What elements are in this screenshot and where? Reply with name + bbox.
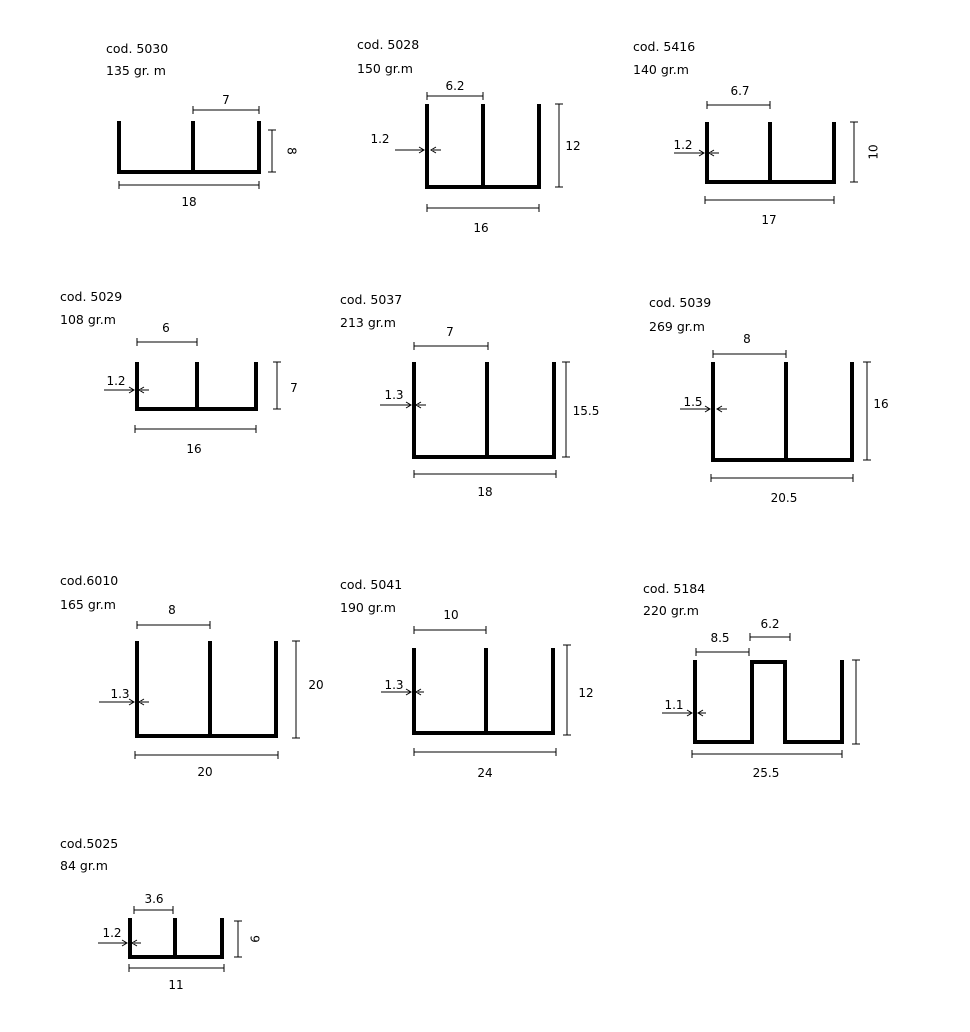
profile-weight: 84 gr.m — [60, 858, 108, 873]
dim-width-line — [692, 750, 842, 758]
dim-height: 20 — [308, 678, 324, 692]
dim-width: 20.5 — [770, 491, 798, 505]
dim-width-line — [705, 196, 834, 204]
dim-height-line — [562, 362, 570, 457]
profile-shape — [713, 362, 852, 460]
dim-spacing: 7 — [446, 325, 454, 339]
dim-height: 12 — [578, 686, 594, 700]
dim-spacing: 8 — [168, 603, 176, 617]
dim-spacing-line — [427, 92, 483, 100]
profile-code: cod. 5030 — [106, 41, 169, 56]
profile-weight: 108 gr.m — [60, 312, 116, 327]
dim-width-line — [414, 748, 556, 756]
dim-spacing: 3.6 — [144, 892, 164, 906]
profile-code: cod. 5028 — [357, 37, 420, 52]
profile-5041 — [340, 577, 594, 780]
dim-spacing: 6 — [162, 321, 170, 335]
dim-width: 18 — [477, 485, 493, 499]
dim-width: 24 — [477, 766, 493, 780]
dim-width-line — [119, 181, 259, 189]
dim-width: 20 — [197, 765, 213, 779]
profile-shape — [427, 104, 539, 187]
dim-height: 10 — [866, 144, 881, 160]
dim-height: 9 — [247, 935, 262, 943]
dim-height-line — [563, 645, 571, 735]
dim-height-line — [863, 362, 871, 460]
dim-spacing: 7 — [222, 93, 230, 107]
profile-weight: 220 gr.m — [643, 603, 699, 618]
dim-spacing-line — [137, 338, 197, 346]
profile-5184 — [643, 581, 860, 780]
profile-code: cod. 5039 — [649, 295, 712, 310]
dim-width-line — [129, 964, 224, 972]
dim-height: 7 — [290, 381, 298, 395]
dim-spacing: 6.2 — [445, 79, 465, 93]
profile-5029 — [60, 289, 298, 456]
dim-height-line — [268, 130, 276, 172]
dim-thickness: 1.1 — [664, 698, 684, 712]
dim-spacing: 6.7 — [730, 84, 750, 98]
profile-shape — [130, 918, 222, 957]
dim-height-line — [234, 921, 242, 957]
dim-spacing-line — [414, 342, 488, 350]
profile-weight: 150 gr.m — [357, 61, 413, 76]
profile-shape — [137, 362, 256, 409]
dim-spacing-line — [414, 626, 486, 634]
dim-spacing: 10 — [443, 608, 459, 622]
profile-code: cod. 5029 — [60, 289, 123, 304]
profile-weight: 190 gr.m — [340, 600, 396, 615]
dim-width: 18 — [181, 195, 197, 209]
profile-shape — [119, 121, 259, 172]
dim-height-line — [273, 362, 281, 409]
profile-shape — [414, 648, 553, 733]
dim-spacing-line — [713, 350, 786, 358]
dim-width-line — [135, 425, 256, 433]
dim-spacing: 8 — [743, 332, 751, 346]
profile-5416 — [633, 39, 881, 227]
dim-spacing-line — [137, 621, 210, 629]
dim-spacing-line — [707, 101, 770, 109]
profile-5025 — [60, 836, 262, 992]
dim-spacing: 8.5 — [710, 631, 730, 645]
profile-5030 — [106, 41, 299, 209]
dim-thickness-line — [395, 147, 441, 153]
dim-thickness-line — [380, 402, 426, 408]
dim-height: 12 — [565, 139, 581, 153]
profile-code: cod. 5184 — [643, 581, 706, 596]
profile-weight: 135 gr. m — [106, 63, 166, 78]
dim-height: 8 — [284, 147, 299, 155]
dim-width-line — [135, 751, 278, 759]
dim-thickness: 1.3 — [384, 678, 404, 692]
profile-weight: 165 gr.m — [60, 597, 116, 612]
dim-height: 16 — [873, 397, 889, 411]
dim-thickness: 1.5 — [683, 395, 703, 409]
dim-thickness: 1.2 — [102, 926, 122, 940]
dim-spacing-line — [134, 906, 173, 914]
dim-spacing2-line — [750, 633, 790, 641]
dim-width-line — [414, 470, 556, 478]
profile-5039 — [649, 295, 889, 505]
dim-height-line — [852, 660, 860, 744]
profile-5028 — [357, 37, 581, 235]
profile-shape — [695, 660, 842, 742]
dim-thickness: 1.2 — [106, 374, 126, 388]
dim-thickness: 1.3 — [110, 687, 130, 701]
profile-code: cod. 5037 — [340, 292, 403, 307]
profile-code: cod.6010 — [60, 573, 119, 588]
profile-code: cod. 5416 — [633, 39, 696, 54]
profile-weight: 213 gr.m — [340, 315, 396, 330]
profile-code: cod.5025 — [60, 836, 119, 851]
profile-weight: 269 gr.m — [649, 319, 705, 334]
profile-shape — [137, 641, 276, 736]
dim-thickness-line — [98, 940, 141, 946]
dim-width: 25.5 — [752, 766, 780, 780]
dim-width: 16 — [473, 221, 489, 235]
dim-thickness: 1.2 — [370, 132, 390, 146]
dim-spacing2: 6.2 — [760, 617, 780, 631]
dim-thickness: 1.3 — [384, 388, 404, 402]
profile-weight: 140 gr.m — [633, 62, 689, 77]
dim-width-line — [711, 474, 853, 482]
profile-code: cod. 5041 — [340, 577, 403, 592]
profile-shape — [414, 362, 554, 457]
dim-spacing-line — [696, 648, 749, 656]
profile-shape — [707, 122, 834, 182]
dim-width: 11 — [168, 978, 184, 992]
profile-5037 — [340, 292, 599, 499]
dim-height-line — [850, 122, 858, 182]
dim-height-line — [555, 104, 563, 187]
dim-height: 15.5 — [572, 404, 600, 418]
dim-thickness: 1.2 — [673, 138, 693, 152]
dim-width: 17 — [761, 213, 777, 227]
dim-width-line — [427, 204, 539, 212]
dim-height-line — [292, 641, 300, 738]
profile-6010 — [60, 573, 324, 779]
dim-width: 16 — [186, 442, 202, 456]
dim-spacing-line — [193, 106, 259, 114]
